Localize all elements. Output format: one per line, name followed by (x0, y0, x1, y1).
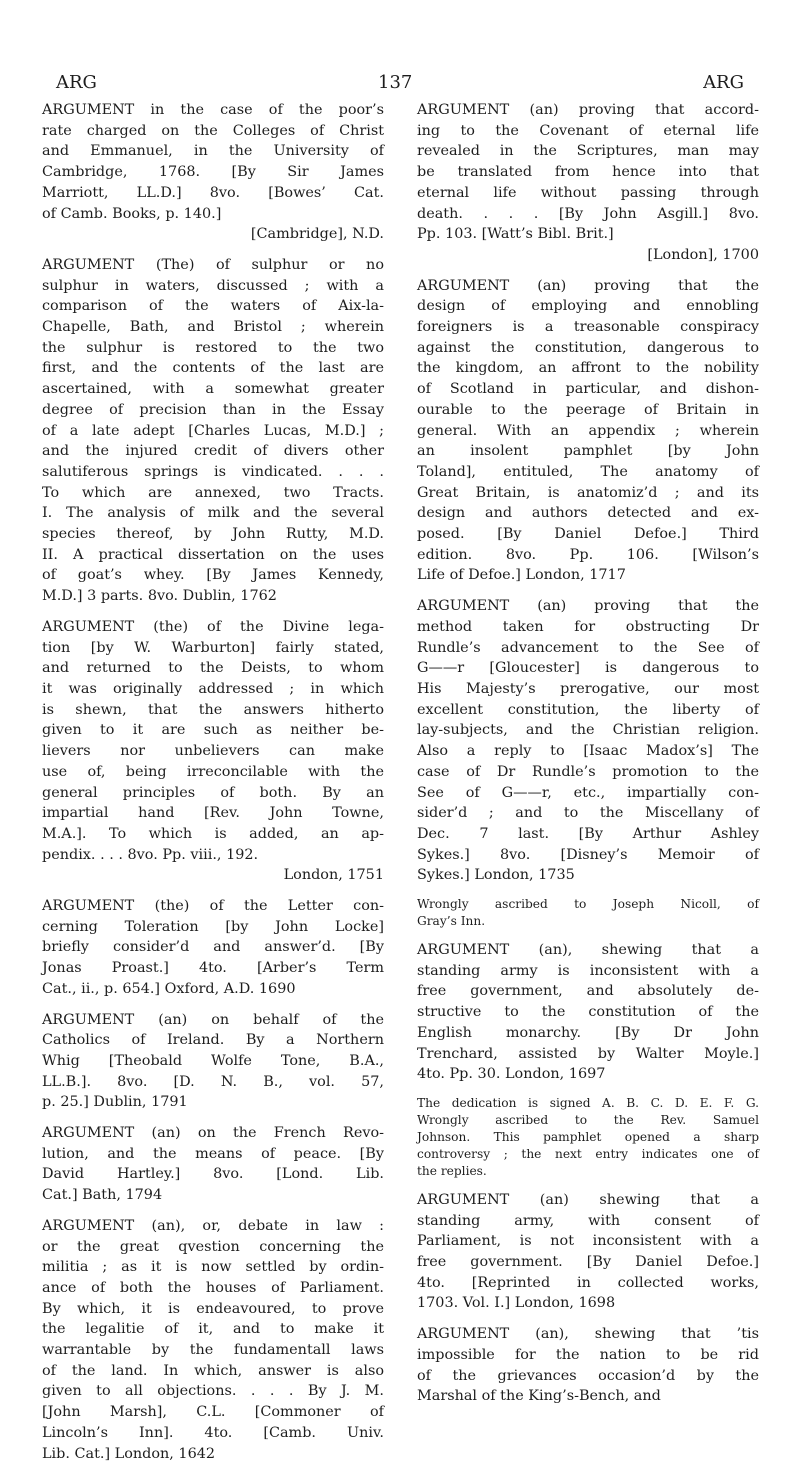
entry-text-line: foreigners is a treasonable conspiracy (417, 319, 759, 336)
entry-text-line: use of, being irreconcilable with the (42, 763, 384, 780)
note-line: Gray’s Inn. (417, 914, 486, 929)
entry-heading-line: ARGUMENT (The) of sulphur or no (42, 256, 384, 273)
entry-text-line: impossible for the nation to be rid (417, 1346, 759, 1363)
entry-heading-line: ARGUMENT (an) shewing that a (417, 1191, 759, 1208)
entry-text-line: of Camb. Books, p. 140.] (42, 205, 222, 222)
bibliography-entry (42, 1123, 384, 1206)
entry-text-line: and Emmanuel, in the University of (42, 143, 384, 160)
entry-heading-line: ARGUMENT (an) proving that the (417, 277, 759, 294)
note-line: the replies. (417, 1163, 487, 1178)
bibliography-entry (417, 940, 759, 1085)
entry-text-line: Catholics of Ireland. By a Northern (42, 1032, 384, 1049)
entry-text-line: Marshal of the King’s-Bench, and (417, 1388, 661, 1405)
entry-text-line: first, and the contents of the last are (42, 360, 384, 377)
entry-text-line: Chapelle, Bath, and Bristol ; wherein (42, 319, 384, 336)
entry-text-line: His Majesty’s prerogative, our most (417, 680, 759, 697)
entry-text-line: death. . . . [By John Asgill.] 8vo. (417, 205, 759, 222)
bibliography-entry (417, 276, 759, 587)
note-line: Wrongly ascribed to the Rev. Samuel (417, 1112, 759, 1127)
entry-text-line: By which, it is endeavoured, to prove (42, 1300, 384, 1317)
entry-text-line: I. The analysis of milk and the several (42, 505, 384, 522)
entry-text-line: design of employing and ennobling (417, 298, 759, 315)
bibliography-entry (417, 100, 759, 266)
entry-text-line: impartial hand [Rev. John Towne, (42, 805, 384, 822)
entry-imprint: [London], 1700 (647, 246, 759, 263)
entry-text-line: or the great qvestion concerning the (42, 1238, 384, 1255)
entry-text-line: it was originally addressed ; in which (42, 680, 384, 697)
running-header (0, 72, 800, 102)
entry-text-line: and the injured credit of divers other (42, 443, 384, 460)
entry-text-line: Lincoln’s Inn]. 4to. [Camb. Univ. (42, 1424, 384, 1441)
entry-text-line: ascertained, with a somewhat greater (42, 381, 384, 398)
entry-text-line: English monarchy. [By Dr John (417, 1024, 759, 1041)
bibliography-entry (42, 100, 384, 245)
entry-heading-line: ARGUMENT (an) proving that accord- (417, 102, 759, 118)
entry-text-line: of goat’s whey. [By James Kennedy, (42, 567, 384, 584)
entry-text-line: ance of both the houses of Parliament. (42, 1279, 384, 1296)
entry-text-line: given to all objections. . . . By J. M. (42, 1383, 384, 1400)
entry-text-line: Also a reply to [Isaac Madox’s] The (417, 743, 759, 760)
entry-text-line: briefly consider’d and answer’d. [By (42, 939, 384, 956)
entry-text-line: Dec. 7 last. [By Arthur Ashley (417, 825, 759, 842)
entry-text-line: lay-subjects, and the Christian religion. (417, 722, 759, 739)
entry-text-line: is shewn, that the answers hitherto (42, 701, 384, 718)
entry-heading-line: ARGUMENT (an) proving that the (417, 598, 759, 615)
entry-text-line: and returned to the Deists, to whom (42, 660, 384, 677)
entry-imprint: London, 1751 (283, 867, 384, 884)
entry-text-line: [John Marsh], C.L. [Commoner of (42, 1404, 384, 1421)
entry-text-line: structive to the constitution of the (417, 1004, 759, 1021)
entry-text-line: excellent constitution, the liberty of (417, 701, 759, 718)
entry-text-line: of the grievances occasion’d by the (417, 1367, 759, 1384)
entry-heading-line: ARGUMENT (an), shewing that ’tis (417, 1326, 759, 1343)
entry-text-line: To which are annexed, two Tracts. (42, 484, 384, 501)
entry-text-line: ing to the Covenant of eternal life (417, 122, 759, 139)
entry-text-line: case of Dr Rundle’s promotion to the (417, 763, 759, 780)
entry-text-line: general. With an appendix ; wherein (417, 422, 759, 439)
entry-heading-line: ARGUMENT (an) on the French Revo- (42, 1125, 384, 1142)
entry-text-line: posed. [By Daniel Defoe.] Third (417, 526, 759, 543)
entry-text-line: design and authors detected and ex- (417, 505, 759, 522)
entry-text-line: II. A practical dissertation on the uses (42, 546, 384, 563)
bibliography-entry (417, 596, 759, 886)
entry-text-line: the legalitie of it, and to make it (42, 1321, 384, 1338)
entry-text-line: p. 25.] Dublin, 1791 (42, 1094, 188, 1111)
entry-heading-line: ARGUMENT (an), or, debate in law : (42, 1217, 384, 1234)
entry-text-line: Rundle’s advancement to the See of (417, 639, 759, 656)
entry-text-line: 1703. Vol. I.] London, 1698 (417, 1295, 616, 1312)
entry-text-line: rate charged on the Colleges of Christ (42, 122, 384, 139)
entry-text-line: warrantable by the fundamentall laws (42, 1342, 384, 1359)
entry-text-line: method taken for obstructing Dr (417, 618, 759, 635)
entry-text-line: species thereof, by John Rutty, M.D. (42, 526, 384, 543)
entry-text-line: LL.B.]. 8vo. [D. N. B., vol. 57, (42, 1073, 384, 1090)
left-column (42, 100, 384, 1474)
entry-text-line: of Scotland in particular, and dishon- (417, 381, 759, 398)
entry-text-line: revealed in the Scriptures, man may (417, 143, 759, 160)
entry-text-line: Life of Defoe.] London, 1717 (417, 567, 626, 584)
entry-text-line: tion [by W. Warburton] fairly stated, (42, 639, 384, 656)
entry-heading-line: ARGUMENT in the case of the poor’s (42, 102, 384, 118)
entry-heading-line: ARGUMENT (the) of the Divine lega- (42, 618, 384, 635)
entry-text-line: Jonas Proast.] 4to. [Arber’s Term (42, 960, 384, 977)
entry-text-line: lution, and the means of peace. [By (42, 1145, 384, 1162)
bibliography-entry (42, 1216, 384, 1464)
entry-text-line: sider’d ; and to the Miscellany of (417, 805, 759, 822)
bibliography-entry (42, 255, 384, 607)
note-line: controversy ; the next entry indicates one of (417, 1146, 759, 1161)
entry-text-line: Whig [Theobald Wolfe Tone, B.A., (42, 1052, 384, 1069)
entry-text-line: an insolent pamphlet [by John (417, 443, 759, 460)
entry-note (417, 896, 759, 930)
entry-imprint: [Cambridge], N.D. (250, 226, 384, 243)
entry-heading-line: ARGUMENT (an) on behalf of the (42, 1011, 384, 1028)
entry-text-line: 4to. [Reprinted in collected works, (417, 1274, 759, 1291)
entry-text-line: free government. [By Daniel Defoe.] (417, 1254, 759, 1271)
entry-text-line: Cambridge, 1768. [By Sir James (42, 164, 384, 181)
entry-text-line: lievers nor unbelievers can make (42, 743, 384, 760)
entry-text-line: general principles of both. By an (42, 784, 384, 801)
entry-text-line: standing army, with consent of (417, 1212, 759, 1229)
entry-text-line: Great Britain, is anatomiz’d ; and its (417, 484, 759, 501)
entry-text-line: Toland], entituled, The anatomy of (417, 463, 759, 480)
note-line: Wrongly ascribed to Joseph Nicoll, of (417, 897, 759, 912)
entry-text-line: degree of precision than in the Essay (42, 401, 384, 418)
entry-text-line: of the land. In which, answer is also (42, 1362, 384, 1379)
header-right-keyword: ARG (703, 72, 744, 93)
entry-text-line: the kingdom, an affront to the nobility (417, 360, 759, 377)
bibliography-entry (42, 1010, 384, 1114)
entry-text-line: edition. 8vo. Pp. 106. [Wilson’s (417, 546, 759, 563)
entry-text-line: standing army is inconsistent with a (417, 962, 759, 979)
entry-text-line: 4to. Pp. 30. London, 1697 (417, 1066, 606, 1083)
entry-text-line: See of G——r, etc., impartially con- (417, 784, 759, 801)
entry-text-line: David Hartley.] 8vo. [Lond. Lib. (42, 1166, 384, 1183)
entry-text-line: given to it are such as neither be- (42, 722, 384, 739)
entry-text-line: Parliament, is not inconsistent with a (417, 1233, 759, 1250)
entry-text-line: Sykes.] London, 1735 (417, 867, 575, 884)
entry-text-line: M.D.] 3 parts. 8vo. Dublin, 1762 (42, 588, 277, 605)
bibliography-entry (42, 896, 384, 1000)
entry-text-line: cerning Toleration [by John Locke] (42, 918, 384, 935)
entry-text-line: eternal life without passing through (417, 184, 759, 201)
entry-text-line: G——r [Gloucester] is dangerous to (417, 660, 759, 677)
entry-text-line: be translated from hence into that (417, 164, 759, 181)
entry-text-line: ourable to the peerage of Britain in (417, 401, 759, 418)
entry-text-line: Pp. 103. [Watt’s Bibl. Brit.] (417, 226, 614, 243)
entry-text-line: the sulphur is restored to the two (42, 339, 384, 356)
entry-text-line: of a late adept [Charles Lucas, M.D.] ; (42, 422, 384, 439)
entry-text-line: Lib. Cat.] London, 1642 (42, 1445, 216, 1462)
right-column (417, 100, 759, 1417)
entry-text-line: free government, and absolutely de- (417, 983, 759, 1000)
page-number: 137 (378, 72, 413, 93)
entry-text-line: salutiferous springs is vindicated. . . . (42, 463, 384, 480)
bibliography-entry (417, 1324, 759, 1407)
entry-text-line: Sykes.] 8vo. [Disney’s Memoir of (417, 846, 759, 863)
entry-text-line: militia ; as it is now settled by ordin- (42, 1259, 384, 1276)
entry-text-line: sulphur in waters, discussed ; with a (42, 277, 384, 294)
entry-note (417, 1095, 759, 1180)
entry-text-line: M.A.]. To which is added, an ap- (42, 825, 384, 842)
entry-text-line: against the constitution, dangerous to (417, 339, 759, 356)
entry-text-line: Cat.] Bath, 1794 (42, 1187, 163, 1204)
entry-text-line: comparison of the waters of Aix-la- (42, 298, 384, 315)
note-line: Johnson. This pamphlet opened a sharp (417, 1129, 759, 1144)
entry-text-line: Cat., ii., p. 654.] Oxford, A.D. 1690 (42, 980, 296, 997)
header-left-keyword: ARG (56, 72, 97, 93)
entry-heading-line: ARGUMENT (an), shewing that a (417, 942, 759, 959)
bibliography-entry (417, 1190, 759, 1314)
entry-text-line: Trenchard, assisted by Walter Moyle.] (417, 1045, 759, 1062)
entry-text-line: Marriott, LL.D.] 8vo. [Bowes’ Cat. (42, 184, 384, 201)
entry-text-line: pendix. . . . 8vo. Pp. viii., 192. (42, 846, 259, 863)
entry-heading-line: ARGUMENT (the) of the Letter con- (42, 898, 384, 915)
bibliography-entry (42, 617, 384, 886)
note-line: The dedication is signed A. B. C. D. E. F. G. (417, 1095, 759, 1110)
